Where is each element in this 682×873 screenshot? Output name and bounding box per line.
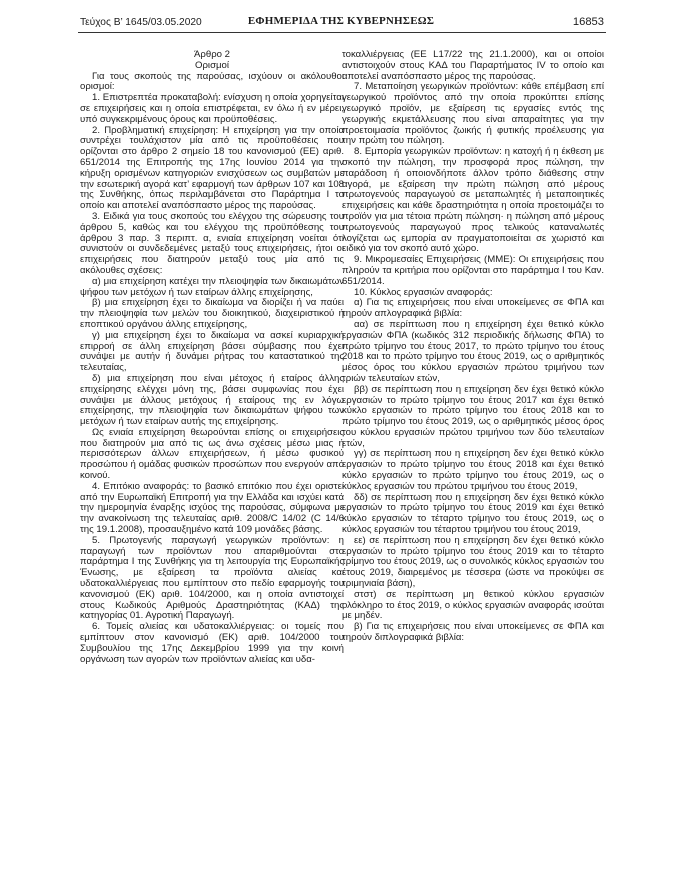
header-rule: [78, 32, 606, 33]
gazette-title: ΕΦΗΜΕΡΙΔΑ ΤΗΣ ΚΥΒΕΡΝΗΣΕΩΣ: [247, 15, 435, 27]
paragraph: γγ) σε περίπτωση που η επιχείρηση δεν έχει θετικό κύκλο εργασιών το πρώτο τρίμηνο του έτους 2018 και έχει θετικό κύκλο εργασιών το πρώτο τρίμηνο του έτους 2019, ως ο κύκλος εργασιών του πρώτου τριμήνου του έτους 2019,: [342, 448, 604, 492]
paragraph: 3. Ειδικά για τους σκοπούς του ελέγχου της σώρευσης του άρθρου 5, καθώς και του ελέγχου της προϋπόθεσης του άρθρου 3 παρ. 3 περιπτ. α, ενιαία επιχείρηση νοείται ότι συνιστούν οι συνδεδεμένες μεταξύ τους επιχειρήσεις, ήτοι οι επιχειρήσεις που διατηρούν μεταξύ τους μία από τις ακόλουθες σχέσεις:: [80, 210, 344, 276]
paragraph: 1. Επιστρεπτέα προκαταβολή: ενίσχυση η οποία χορηγείται σε επιχειρήσεις και η οποία επιστρέφεται, εν όλω ή εν μέρει, υπό συγκεκριμένους όρους και προϋποθέσεις.: [80, 92, 344, 125]
paragraph: Άρθρο 2: [194, 49, 230, 60]
paragraph: 2. Προβληματική επιχείρηση: Η επιχείρηση για την οποία συντρέχει τουλάχιστον μία από τις προϋποθέσεις που ορίζονται στο άρθρο 2 σημείο 18 του κανονισμού (ΕΕ) αριθ. 651/2014 της Επιτροπής της 17ης Ιουνίου 2014 για την κήρυξη ορισμένων κατηγοριών ενισχύσεων ως συμβατών με την εσωτερική αγορά κατ’ εφαρμογή των άρθρων 107 και 108 της Συνθήκης, όπως περιλαμβάνεται στο Παράρτημα Ι το οποίο και αποτελεί αναπόσπαστο μέρος της παρούσας.: [80, 124, 344, 212]
page-number: 16853: [572, 16, 604, 28]
page-header: [0, 0, 682, 36]
paragraph: 9. Μικρομεσαίες Επιχειρήσεις (ΜΜΕ): Οι επιχειρήσεις που πληρούν τα κριτήρια που ορίζονται στο παράρτημα Ι του Καν. 651/2014.: [342, 254, 604, 287]
paragraph: δ) μια επιχείρηση που είναι μέτοχος ή εταίρος άλλης επιχείρησης ελέγχει μόνη της, βάσει συμφωνίας που έχει συνάψει με άλλους μετόχους ή εταίρους της εν λόγω επιχείρησης, την πλειοψηφία των δικαιωμάτων ψήφου των μετόχων ή των εταίρων αυτής της επιχείρησης.: [80, 372, 344, 428]
paragraph: 8. Εμπορία γεωργικών προϊόντων: η κατοχή ή η έκθεση με σκοπό την πώληση, την προσφορά προς πώληση, την παράδοση ή οποιονδήποτε άλλον τρόπο διάθεσης στην αγορά, με εξαίρεση την πρώτη πώληση από μέρους πρωτογενούς παραγωγού σε μεταπωλητές ή μεταποιητικές επιχειρήσεις και κάθε δραστηριότητα η οποία προετοιμάζει το προϊόν για μια τέτοια πρώτη πώληση· η πώληση από μέρους πρωτογενούς παραγωγού προς τελικούς καταναλωτές λογίζεται ως εμπορία αν πραγματοποιείται σε χωριστό και ειδικό για τον σκοπό αυτό χώρο.: [342, 146, 604, 255]
paragraph: β) μια επιχείρηση έχει το δικαίωμα να διορίζει ή να παύει την πλειοψηφία των μελών του διοικητικού, διαχειριστικού ή εποπτικού οργάνου άλλης επιχείρησης,: [80, 297, 344, 330]
issue-reference: Τεύχος B’ 1645/03.05.2020: [80, 17, 202, 28]
paragraph: ββ) σε περίπτωση που η επιχείρηση δεν έχει θετικό κύκλο εργασιών το πρώτο τρίμηνο του έτους 2017 και έχει θετικό κύκλο εργασιών το πρώτο τρίμηνο του έτους 2018 και το πρώτο τρίμηνο του έτους 2019, ως ο αριθμητικός μέσος όρος του κύκλου εργασιών πρώτου τριμήνου των δύο τελευταίων ετών,: [342, 383, 604, 449]
paragraph: Ορισμοί: [195, 59, 229, 71]
paragraph: 6. Τομείς αλιείας και υδατοκαλλιέργειας: οι τομείς που εμπίπτουν στον κανονισμό (ΕΚ) αριθ. 104/2000 του Συμβουλίου της 17ης Δεκεμβρίου 1999 για την κοινή οργάνωση των αγορών των προϊόντων αλιείας και υδα-: [80, 621, 344, 665]
paragraph: τοκαλλιέργειας (ΕΕ L17/22 της 21.1.2000), και οι οποίοι αντιστοιχούν στους ΚΑΔ του Παραρτήματος IV το οποίο και αποτελεί αναπόσπαστο μέρος της παρούσας.: [342, 49, 604, 82]
paragraph: 4. Επιτόκιο αναφοράς: το βασικό επιτόκιο που έχει οριστεί από την Ευρωπαϊκή Επιτροπή για την Ελλάδα και ισχύει κατά την ημερομηνία έναρξης ισχύος της παρούσας, σύμφωνα με την ανακοίνωση της τελευταίας αριθ. 2008/C 14/02 (C 14/6 της 19.1.2008), προσαυξημένο κατά 109 μονάδες βάσης.: [80, 480, 344, 536]
paragraph: Ως ενιαία επιχείρηση θεωρούνται επίσης οι επιχειρήσεις που διατηρούν μια από τις ως άνω σχέσεις μέσω μιας ή περισσότερων άλλων επιχειρήσεων, ή μέσω φυσικού προσώπου ή ομάδας φυσικών προσώπων που ενεργούν από κοινού.: [80, 426, 344, 482]
paragraph: Για τους σκοπούς της παρούσας, ισχύουν οι ακόλουθοι ορισμοί:: [80, 70, 344, 93]
paragraph: α) μια επιχείρηση κατέχει την πλειοψηφία των δικαιωμάτων ψήφου των μετόχων ή των εταίρων άλλης επιχείρησης,: [80, 275, 344, 298]
left-column: [80, 50, 344, 665]
paragraph: εε) σε περίπτωση που η επιχείρηση δεν έχει θετικό κύκλο εργασιών το πρώτο τρίμηνο του έτους 2019 και το τέταρτο τρίμηνο του έτους 2019, ως ο συνολικός κύκλος εργασιών του έτους 2019, διαιρεμένος με τέσσερα (ώστε να προκύψει σε τριμηνιαία βάση),: [342, 534, 604, 590]
right-column: [342, 50, 604, 644]
paragraph: αα) σε περίπτωση που η επιχείρηση έχει θετικό κύκλο εργασιών ΦΠΑ (κωδικός 312 περιοδικής δήλωσης ΦΠΑ) το πρώτο τρίμηνο του έτους 2017, το πρώτο τρίμηνο του έτους 2018 και το πρώτο τρίμηνο του έτους 2019, ως ο αριθμητικός μέσος όρος του κύκλου εργασιών πρώτου τριμήνου των τριών τελευταίων ετών,: [342, 318, 604, 384]
paragraph: 5. Πρωτογενής παραγωγή γεωργικών προϊόντων: η παραγωγή των προϊόντων που απαριθμούνται στο παράρτημα Ι της Συνθήκης για τη λειτουργία της Ευρωπαϊκής Ένωσης, με εξαίρεση τα προϊόντα αλιείας και υδατοκαλλιέργειας που εμπίπτουν στο πεδίο εφαρμογής του κανονισμού (ΕΚ) αριθ. 104/2000, και η οποία αντιστοιχεί στους Κωδικούς Αριθμούς Δραστηριότητας (ΚΑΔ) της κατηγορίας 01. Αγροτική Παραγωγή.: [80, 534, 344, 622]
paragraph: 7. Μεταποίηση γεωργικών προϊόντων: κάθε επέμβαση επί γεωργικού προϊόντος από την οποία προκύπτει επίσης γεωργικό προϊόν, με εξαίρεση τις εργασίες εντός της γεωργικής εκμετάλλευσης που είναι απαραίτητες για την προετοιμασία προϊόντος ζωικής ή φυτικής προέλευσης για την πρώτη του πώληση.: [342, 81, 604, 147]
paragraph: γ) μια επιχείρηση έχει το δικαίωμα να ασκεί κυριαρχική επιρροή σε άλλη επιχείρηση βάσει σύμβασης που έχει συνάψει με αυτήν ή δυνάμει ρήτρας του καταστατικού της τελευταίας,: [80, 329, 344, 374]
paragraph: β) Για τις επιχειρήσεις που είναι υποκείμενες σε ΦΠΑ και τηρούν διπλογραφικά βιβλία:: [342, 621, 604, 644]
paragraph: α) Για τις επιχειρήσεις που είναι υποκείμενες σε ΦΠΑ και τηρούν απλογραφικά βιβλία:: [342, 297, 604, 320]
paragraph: στστ) σε περίπτωση μη θετικού κύκλου εργασιών ολόκληρο το έτος 2019, ο κύκλος εργασιών αναφοράς ισούται με μηδέν.: [342, 588, 604, 622]
paragraph: δδ) σε περίπτωση που η επιχείρηση δεν έχει θετικό κύκλο εργασιών το πρώτο τρίμηνο του έτους 2019 και έχει θετικό κύκλο εργασιών το τέταρτο τρίμηνο του έτους 2019, ως ο κύκλος εργασιών του τέταρτου τριμήνου του έτους 2019,: [342, 491, 604, 536]
paragraph: 10. Κύκλος εργασιών αναφοράς:: [354, 286, 493, 298]
